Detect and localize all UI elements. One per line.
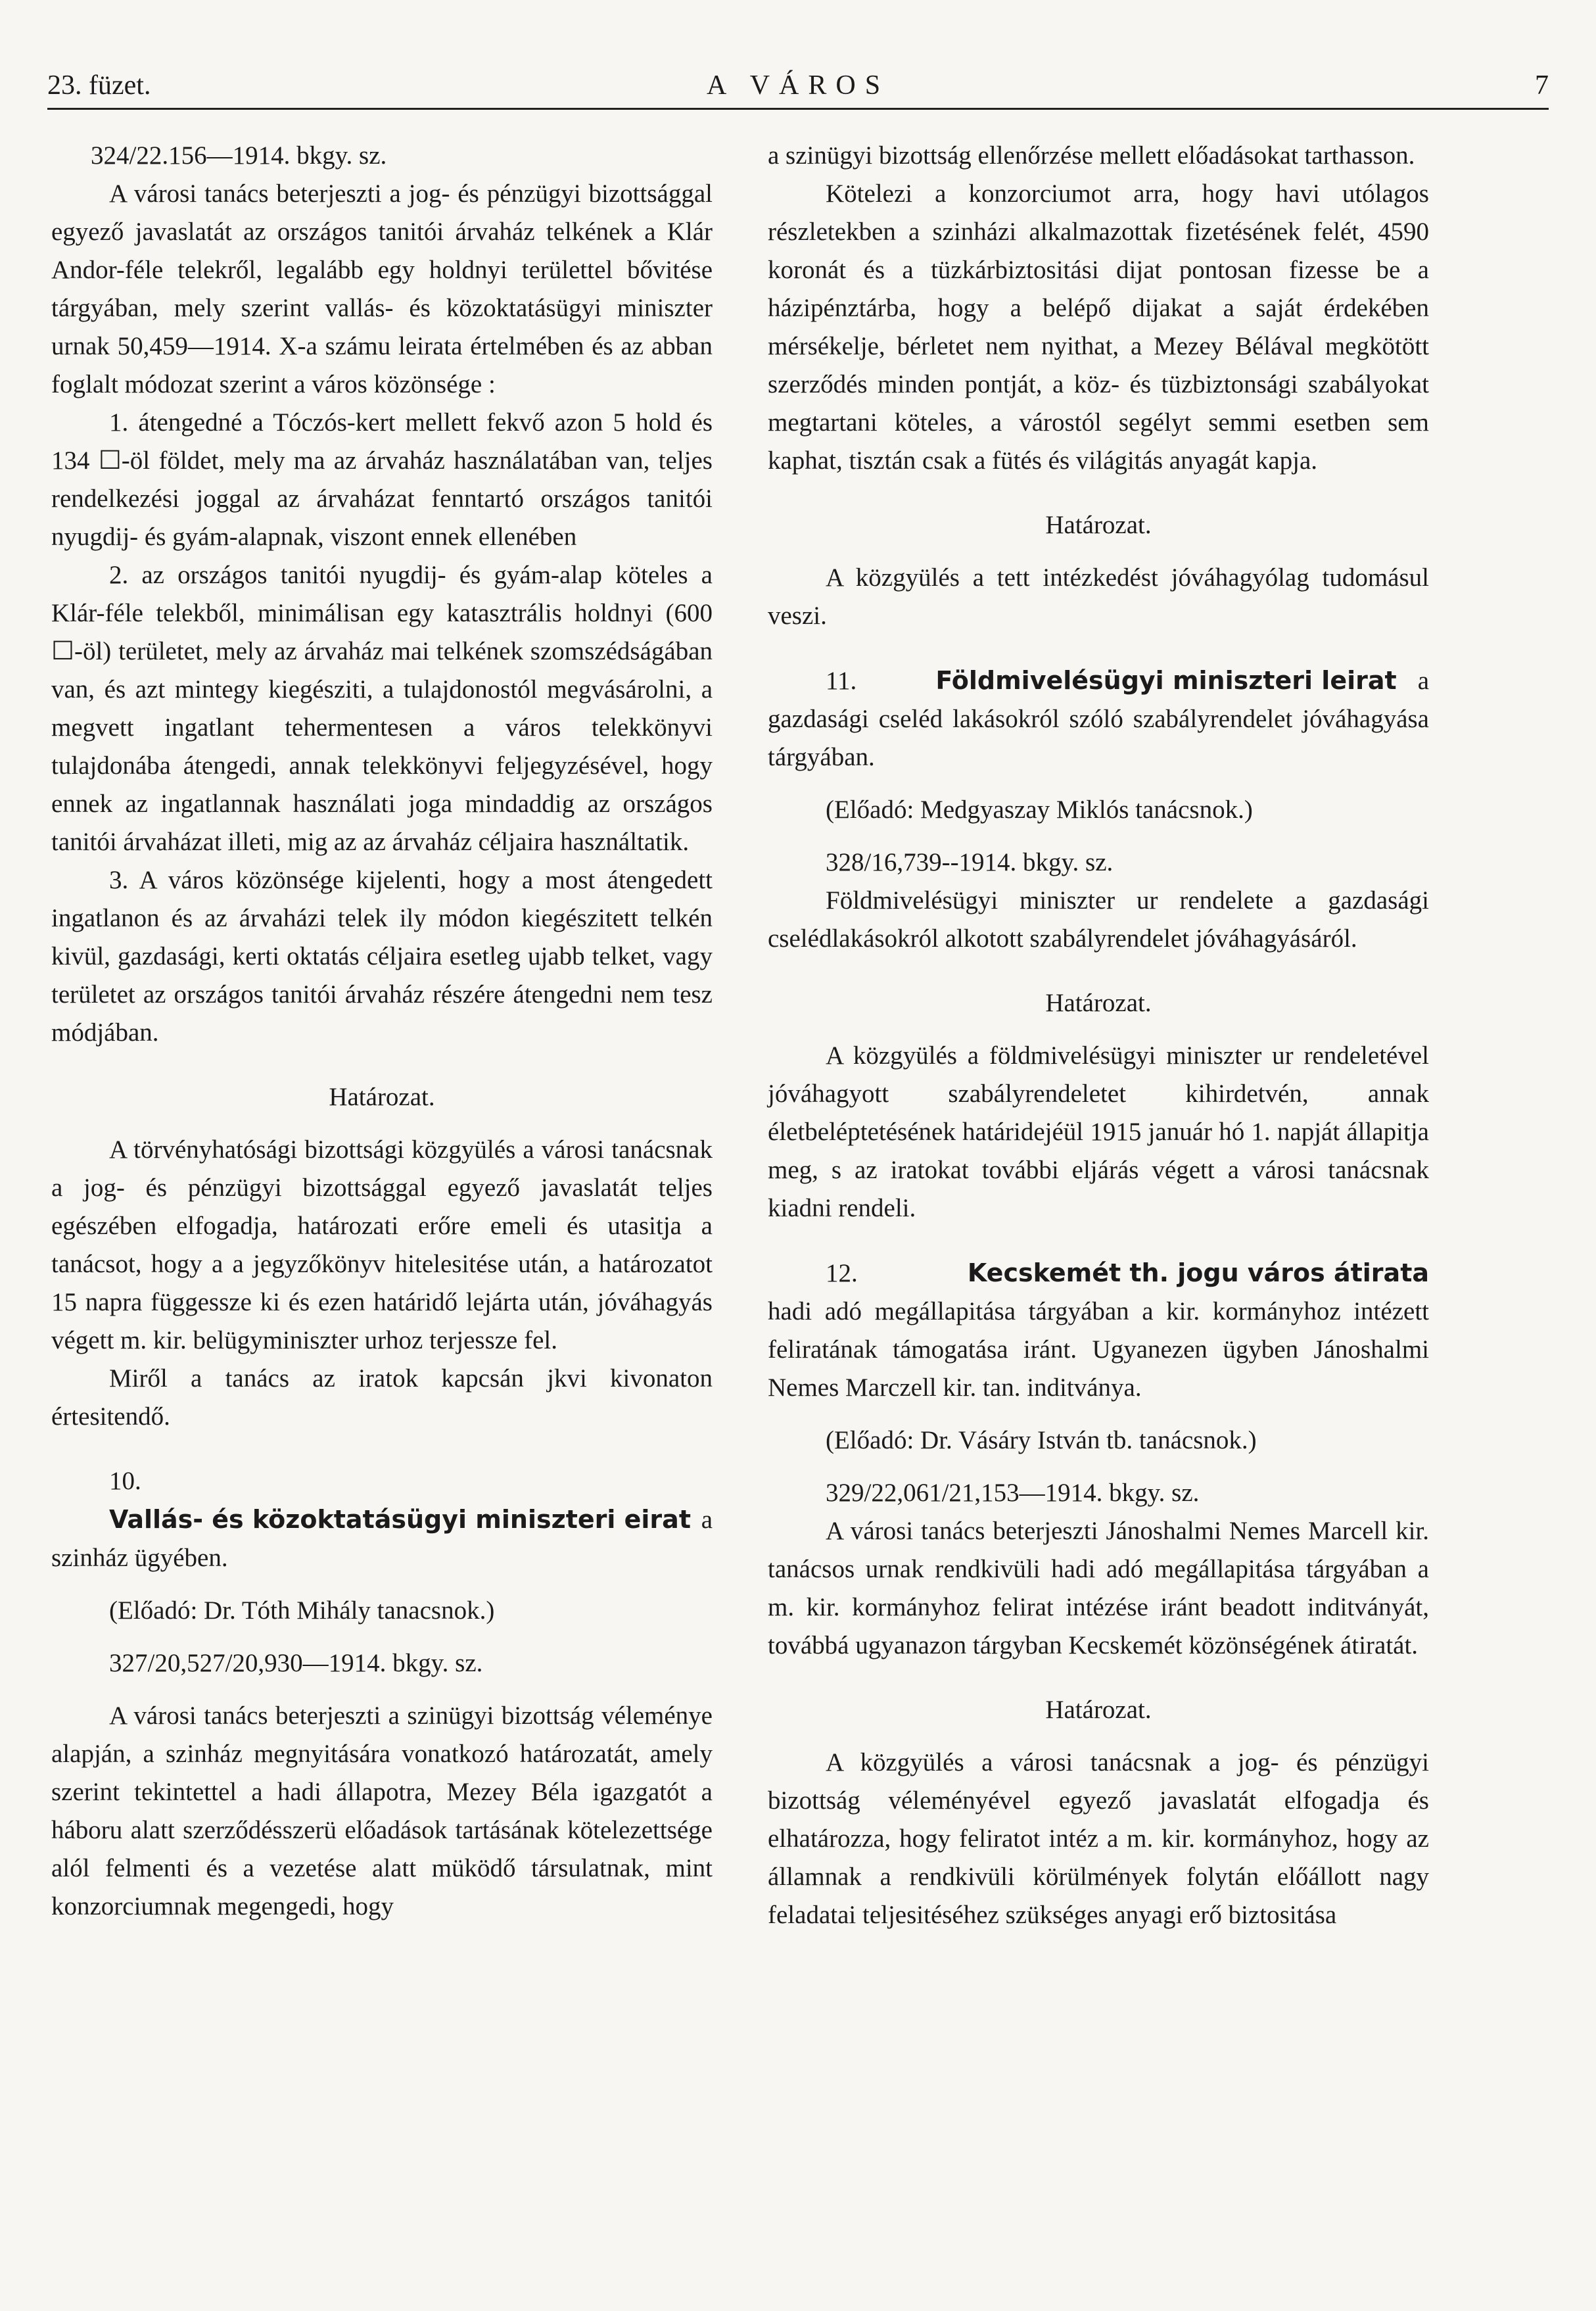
paragraph: A közgyülés a tett intézkedést jóváhagyólag tudomásul veszi. xyxy=(768,563,1429,630)
speaker-note: (Előadó: Dr. Vásáry István tb. tanácsnok.) xyxy=(826,1426,1257,1454)
reference-number: 329/22,061/21,153—1914. bkgy. sz. xyxy=(826,1479,1200,1507)
resolution-heading: Határozat. xyxy=(329,1083,435,1111)
item-number: 12. xyxy=(826,1259,858,1287)
reference-number: 328/16,739--1914. bkgy. sz. xyxy=(826,848,1114,876)
left-column xyxy=(51,137,713,1926)
running-head xyxy=(47,63,1549,110)
paragraph: A városi tanács beterjeszti a szinügyi bizottság véleménye alapján, a szinház megnyitására vonatkozó határozatát, amely szerint tekintettel a hadi állapotra, Mezey Béla igazgatót a háboru alatt szerződésszerü előadások tartásának kötelezettsége alól felmenti és a vezetése alatt müködő társulatnak, mint konzorciumnak megengedi, hogy xyxy=(51,1702,713,1920)
paragraph: A városi tanács beterjeszti Jánoshalmi Nemes Marcell kir. tanácsos urnak rendkivüli hadi adó megállapitása tárgyában a m. kir. kormányhoz felirat intézése iránt beadott inditványát, továbbá ugyanazon tárgyban Kecskemét közönségének átiratát. xyxy=(768,1517,1429,1659)
resolution-heading: Határozat. xyxy=(1045,1696,1152,1724)
issue-label: 23. füzet. xyxy=(47,70,151,101)
resolution-heading: Határozat. xyxy=(1045,989,1152,1017)
paragraph: Miről a tanács az iratok kapcsán jkvi kivonaton értesitendő. xyxy=(51,1364,713,1431)
item-number: 10. xyxy=(109,1467,141,1495)
paragraph: 3. A város közönsége kijelenti, hogy a most átengedett ingatlanon és az árvaházi telek ily módon kiegészitett telkén kivül, gazdasági, kerti oktatás céljaira esetleg ujabb telket, vagy területet az országos tanitói árvaház részére átengedni nem tesz módjában. xyxy=(51,866,713,1047)
agenda-item-11 xyxy=(768,661,1429,776)
item-heading: Vallás- és közoktatásügyi miniszteri eirat xyxy=(109,1505,691,1534)
item-number: 11. xyxy=(826,667,857,695)
paragraph: A közgyülés a városi tanácsnak a jog- és pénzügyi bizottság véleményével egyező javaslatát elfogadja és elhatározza, hogy feliratot intéz a m. kir. kormányhoz, hogy az államnak a rendkivüli körülmények folytán előállott nagy feladatai teljesitéséhez szükséges anyagi erő biztositása xyxy=(768,1748,1429,1929)
page-number: 7 xyxy=(1535,70,1549,101)
resolution-heading: Határozat. xyxy=(1045,511,1152,539)
paragraph: 2. az országos tanitói nyugdij- és gyám-alap köteles a Klár-féle telekből, minimálisan egy katasztrális holdnyi (600 ☐-öl) területet, mely az árvaház mai telkének szomszédságában van, és azt mintegy kiegésziti, a tulajdonostól megvásárolni, a megvett ingatlant tehermentesen a város telekkönyvi tulajdonába átengedi, annak telekkönyvi feljegyzésével, hogy ennek az ingatlannak használati joga mindaddig az országos tanitói árvaházat illeti, mig az az árvaház céljaira használtatik. xyxy=(51,561,713,856)
item-subject: a gazdasági cseléd lakásokról szóló szabályrendelet jóváhagyása tárgyában. xyxy=(768,667,1430,771)
paragraph: 1. átengedné a Tóczós-kert mellett fekvő azon 5 hold és 134 ☐-öl földet, mely ma az árvaház használatában van, teljes rendelkezési joggal az árvaházat fenntartó országos tanitói nyugdij- és gyám-alapnak, viszont ennek ellenében xyxy=(51,408,713,551)
paragraph: a szinügyi bizottság ellenőrzése mellett előadásokat tarthasson. xyxy=(768,141,1415,170)
item-subject: hadi adó megállapitása tárgyában a kir. kormányhoz intézett feliratának támogatása iránt. Ugyanezen ügyben Jánoshalmi Nemes Marczell kir. tan. inditványa. xyxy=(768,1297,1429,1402)
item-subject: a szinház ügyében. xyxy=(51,1506,713,1572)
right-column xyxy=(768,137,1429,1934)
paragraph: A törvényhatósági bizottsági közgyülés a városi tanácsnak a jog- és pénzügyi bizottsággal egyező javaslatát teljes egészében elfogadja, határozati erőre emeli és utasitja a tanácsot, hogy a a jegyzőkönyv hitelesitése után, a határozatot 15 napra függessze ki és ezen határidő lejárta után, jóváhagyás végett m. kir. belügyminiszter urhoz terjessze fel. xyxy=(51,1135,713,1354)
paragraph: A közgyülés a földmivelésügyi miniszter ur rendeletével jóváhagyott szabályrendeletet kihirdetvén, annak életbeléptetésének határidejéül 1915 január hó 1. napját állapitja meg, s az iratokat további eljárás végett a városi tanácsnak kiadni rendeli. xyxy=(768,1041,1429,1222)
journal-title: A VÁROS xyxy=(706,70,890,101)
paragraph: Földmivelésügyi miniszter ur rendelete a gazdasági cselédlakásokról alkotott szabályrendelet jóváhagyásáról. xyxy=(768,886,1429,953)
item-heading: Földmivelésügyi miniszteri leirat xyxy=(935,666,1397,695)
speaker-note: (Előadó: Dr. Tóth Mihály tanacsnok.) xyxy=(109,1596,495,1625)
agenda-item-10 xyxy=(51,1462,713,1577)
agenda-item-12 xyxy=(768,1254,1429,1407)
item-heading: Kecskemét th. jogu város átirata xyxy=(967,1258,1429,1287)
speaker-note: (Előadó: Medgyaszay Miklós tanácsnok.) xyxy=(826,796,1253,824)
reference-number: 327/20,527/20,930—1914. bkgy. sz. xyxy=(109,1649,483,1677)
paragraph: Kötelezi a konzorciumot arra, hogy havi utólagos részletekben a szinházi alkalmazottak fizetésének felét, 4590 koronát és a tüzkárbiztositási dijat pontosan fizesse be a házipénztárba, hogy a belépő dijakat a saját érdekében mérsékelje, bérletet nem nyithat, a Mezey Bélával megkötött szerződés minden pontját, a köz- és tüzbiztonsági szabályokat megtartani köteles, a várostól segélyt semmi esetben sem kaphat, tisztán csak a fütés és világitás anyagát kapja. xyxy=(768,179,1429,475)
paragraph: A városi tanács beterjeszti a jog- és pénzügyi bizottsággal egyező javaslatát az országos tanitói árvaház telkének a Klár Andor-féle telekről, legalább egy holdnyi területtel bővitése tárgyában, mely szerint vallás- és közoktatásügyi miniszter urnak 50,459—1914. X-a számu leirata értelmében és az abban foglalt módozat szerint a város közönsége : xyxy=(51,179,713,398)
reference-number: 324/22.156—1914. bkgy. sz. xyxy=(91,141,387,170)
